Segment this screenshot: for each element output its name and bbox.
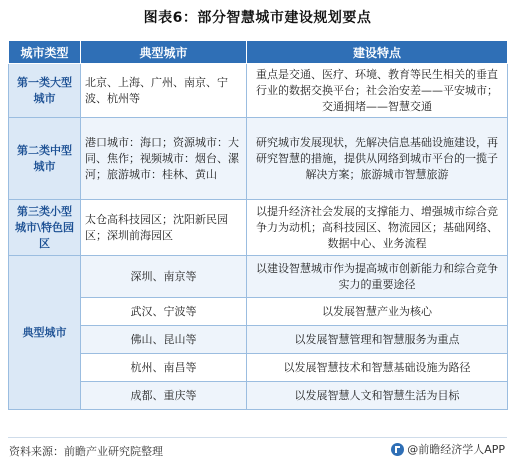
header-city-type: 城市类型 — [9, 41, 81, 64]
table-row — [9, 382, 508, 410]
header-feature: 建设特点 — [247, 41, 508, 64]
table-row — [9, 298, 508, 326]
feature-cell: 重点是交通、医疗、环境、教育等民生相关的垂直行业的数据交换平台；社会治安差——平安城市；交通拥堵——智慧交通 — [247, 64, 508, 118]
feature-cell: 以发展智慧产业为核心 — [247, 298, 508, 326]
table-row — [9, 326, 508, 354]
table-row — [9, 354, 508, 382]
typical-city-cell: 佛山、昆山等 — [81, 326, 247, 354]
table-row — [9, 200, 508, 256]
page-title: 图表6：部分智慧城市建设规划要点 — [143, 10, 372, 26]
feature-cell: 以提升经济社会发展的支撑能力、增强城市综合竞争力为动机；高科技园区、物流园区；基础网络、数据中心、业务流程 — [247, 200, 508, 256]
typical-city-cell: 杭州、南昌等 — [81, 354, 247, 382]
feature-cell: 以发展智慧管理和智慧服务为重点 — [247, 326, 508, 354]
table-row — [9, 64, 508, 118]
feature-cell: 以发展智慧人文和智慧生活为目标 — [247, 382, 508, 410]
table-row — [9, 256, 508, 298]
typical-city-cell: 武汉、宁波等 — [81, 298, 247, 326]
table-header-row — [9, 41, 508, 64]
feature-cell: 以发展智慧技术和智慧基础设施为路径 — [247, 354, 508, 382]
planning-table — [8, 40, 508, 410]
feature-cell: 以建设智慧城市作为提高城市创新能力和综合竞争实力的重要途径 — [247, 256, 508, 298]
feature-cell: 研究城市发展现状，先解决信息基础设施建设，再研究智慧的措施，提供从网络到城市平台的一揽子解决方案；旅游城市智慧旅游 — [247, 118, 508, 200]
typical-city-cell: 太仓高科技园区；沈阳新民园区；深圳前海园区 — [81, 200, 247, 256]
typical-city-cell: 成都、重庆等 — [81, 382, 247, 410]
city-type-cell: 典型城市 — [9, 256, 81, 410]
footer-divider — [8, 437, 507, 438]
city-type-cell: 第三类小型城市\特色园区 — [9, 200, 81, 256]
typical-city-cell: 深圳、南京等 — [81, 256, 247, 298]
qianzhan-logo-icon — [391, 443, 404, 456]
city-type-cell: 第二类中型城市 — [9, 118, 81, 200]
table-row — [9, 118, 508, 200]
header-typical-city: 典型城市 — [81, 41, 247, 64]
typical-city-cell: 北京、上海、广州、南京、宁波、杭州等 — [81, 64, 247, 118]
typical-city-cell: 港口城市：海口；资源城市：大同、焦作；视频城市：烟台、漯河；旅游城市：桂林、黄山 — [81, 118, 247, 200]
source-note: 资料来源：前瞻产业研究院整理 — [9, 445, 163, 458]
city-type-cell: 第一类大型城市 — [9, 64, 81, 118]
brand-label: @前瞻经济学人APP — [407, 443, 505, 456]
brand-credit — [391, 441, 505, 457]
